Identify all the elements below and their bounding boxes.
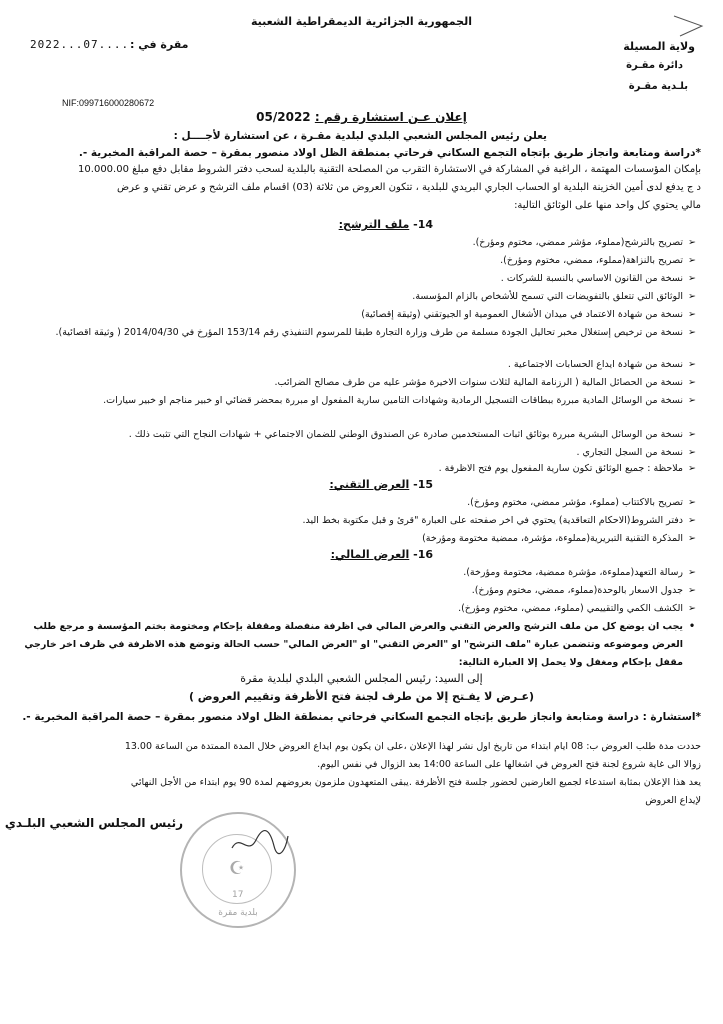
check-arrow-icon: ➢ [688,447,696,458]
wilaya-label: ولاية المسيلة [623,40,695,53]
financial-item: ➢ رسالة التعهد(مملوءة، مؤشرة ممضية، مختومة ومؤرخة). [21,566,701,579]
check-arrow-icon: ➢ [688,237,696,248]
candidacy-item: ➢ نسخة من الوسائل البشرية مبررة بوثائق اثبات المستخدمين صادرة عن الصندوق الوطني للضمان الاجتماعي + شهادات النجاح التي تثبت ذلك . [21,428,701,441]
announcement-title [0,110,723,124]
check-arrow-icon: ➢ [688,255,696,266]
envelope-note-line-1: • يجب ان يوضع كل من ملف الترشح والعرض التقني والعرض المالي في اظرفة منفصلة ومقفلة بإحكام ومختومة بختم المؤسسة و مرجع طلب [21,620,701,633]
check-arrow-icon: ➢ [688,327,696,338]
technical-item: ➢ دفتر الشروط(الاحكام التعاقدية) يحتوي في اخر صفحته على العبارة "قرئ و قبل مكتوبة بخط اليد. [21,514,701,527]
date-handwritten: 2022...07...... [30,38,145,51]
section-financial-heading [331,548,433,561]
project-description: *دراسة ومتابعة وانجاز طريق بإتجاه التجمع السكاني فرحاتي بمنطقة الظل اولاد منصور بمقرة – حصة المراقبة المخبرية -. [78,147,701,159]
candidacy-item: ➢ نسخة من ترخيص إستغلال مخبر تحاليل الجودة مسلمة من طرف وزارة التجارة طبقا للمرسوم التنفيذي رقم 153/14 المؤرخ في 2014/04/30 ( وثيقة اقصائية). [21,326,701,339]
bullet-icon: • [688,621,696,632]
check-arrow-icon: ➢ [688,291,696,302]
check-arrow-icon: ➢ [688,567,696,578]
candidacy-item: ➢ تصريح بالترشح(مملوء، مؤشر ممضي، مختوم ومؤرخ). [21,236,701,249]
check-arrow-icon: ➢ [688,429,696,440]
candidacy-item: ➢ الوثائق التي تتعلق بالتفويضات التي تسمح للأشخاص بالزام المؤسسة. [21,290,701,303]
daira-label: دائرة مقـرة [626,60,683,71]
corner-scribble [672,12,708,42]
addressee-line: إلى السيد: رئيس المجلس الشعبي البلدي لبلدية مقرة [240,672,483,685]
announcement-title-text: إعلان عـن استشارة رقم : [314,110,467,124]
envelope-note-line-2: العرض وموضوعه وتتضمن عبارة "ملف الترشح" او "العرض التقني" او "العرض المالي" حسب الحالة وتوضع هذه الاظرفة في ظرف اخر خارجي [24,639,683,650]
check-arrow-icon: ➢ [688,359,696,370]
check-arrow-icon: ➢ [688,273,696,284]
technical-item: ➢ تصريح بالاكتتاب (مملوء، مؤشر ممضي، مختوم ومؤرخ). [21,496,701,509]
candidacy-item: ➢ تصريح بالنزاهة(مملوء، ممضي، مختوم ومؤرخ). [21,254,701,267]
check-arrow-icon: ➢ [688,309,696,320]
republic-header: الجمهورية الجزائرية الديمقراطية الشعبية [251,15,472,28]
section-candidacy-number: 14- [413,218,433,231]
section-financial-title: العرض المالي: [330,548,410,561]
announcement-number: 05/2022 [256,110,311,124]
do-not-open-line: (عـرض لا يفـتح إلا من طرف لجنة فتح الأظرفة وتقييم العروض ) [188,690,535,703]
candidacy-item: ➢ نسخة من الحصائل المالية ( الرزنامة المالية لثلاث سنوات الاخيرة مؤشر عليه من طرف مصالح الضرائب. [21,376,701,389]
financial-item: ➢ جدول الاسعار بالوحدة(مملوء، ممضي، مختوم ومؤرخ). [21,584,701,597]
financial-item: ➢ الكشف الكمي والتقييمي (مملوء، ممضي، مختوم ومؤرخ). [21,602,701,615]
closing-line-4: لإيداع العروض [645,795,701,806]
check-arrow-icon: ➢ [688,533,696,544]
signature-scribble [230,828,290,858]
stamp-number: 17 [232,890,244,900]
candidacy-item: ➢ نسخة من الوسائل المادية مبررة ببطاقات التسجيل الرمادية وشهادات التامين سارية المفعول او مبررة بمحضر قضائي او خبير مناجم او خبير سيارات. [21,394,701,407]
candidacy-item: ➢ نسخة من شهادة ايداع الحسابات الاجتماعية . [21,358,701,371]
section-candidacy-heading [339,218,433,231]
check-arrow-icon: ➢ [688,463,696,474]
section-financial-number: 16- [413,548,433,561]
stamp-text: بلدية مقرة [218,908,258,918]
check-arrow-icon: ➢ [688,585,696,596]
nif-number: NIF:099716000280672 [62,98,155,108]
closing-line-1: حددت مدة طلب العروض ب: 08 ايام ابتداء من تاريخ اول نشر لهذا الإعلان ،على ان يكون يوم ايداع العروض خلال المدة الممتدة من الساعة 13.00 [124,741,701,752]
check-arrow-icon: ➢ [688,603,696,614]
closing-line-3: يعد هذا الإعلان بمثابة استدعاء لجميع العارضين لحضور جلسة فتح الأظرفة .يبقى المتعهدون ملزمون بعروضهم لمدة 90 يوم ابتداء من الأجل النهائي [130,777,701,788]
intro-line-2: د ج يدفع لدى أمين الخزينة البلدية او الحساب الجاري البريدي للبلدية ، تتكون العروض من ثلاثة (03) اقسام ملف الترشح و عرض تقني و عرض [117,182,701,193]
section-technical-heading [329,478,433,491]
candidacy-item: ➢ نسخة من القانون الاساسي بالنسبة للشركات . [21,272,701,285]
closing-line-2: زوالا الى غاية شروع لجنة فتح العروض في اشغالها على الساعة 14:00 بعد الزوال في نفس اليوم. [317,759,701,770]
check-arrow-icon: ➢ [688,515,696,526]
section-technical-title: العرض التقني: [329,478,410,491]
baladia-label: بلـدية مقـرة [628,81,688,92]
crescent-star-icon: ☪ [228,858,246,879]
signature-title: رئيس المجلس الشعبي البلـدي [4,816,183,830]
check-arrow-icon: ➢ [688,395,696,406]
check-arrow-icon: ➢ [688,377,696,388]
consultation-line: *استشارة : دراسة ومتابعة وانجاز طريق بإتجاه التجمع السكاني فرحاتي بمنطقة الظل اولاد منصور بمقرة – حصة المراقبة المخبرية -. [22,711,701,723]
section-candidacy-title: ملف الترشح: [338,218,410,231]
candidacy-note: ➢ ملاحظة : جميع الوثائق تكون سارية المفعول يوم فتح الاظرفة . [21,462,701,475]
announce-line: يعلن رئيس المجلس الشعبي البلدي لبلدية مقـرة ، عن استشارة لأجــــل : [173,130,547,142]
envelope-note-line-3: مقفل بإحكام ومغفل ولا يحمل إلا العبارة التالية: [458,657,683,668]
place-label: مقرة في : [130,38,189,51]
candidacy-item: ➢ نسخة من شهادة الاعتماد في ميدان الأشغال العمومية او الجيوتقني (وثيقة إقصائية) [21,308,701,321]
intro-line-1: بإمكان المؤسسات المهتمة ، الراغبة في المشاركة في الاستشارة التقرب من المصلحة التقنية بالبلدية لسحب دفتر الشروط مقابل دفع مبلغ 10.000.00 [78,164,701,175]
section-technical-number: 15- [413,478,433,491]
technical-item: ➢ المذكرة التقنية التبريرية(مملوءة، مؤشرة، ممضية مختومة ومؤرخة) [21,532,701,545]
intro-line-3: مالي يحتوي كل واحد منها على الوثائق التالية: [514,200,701,211]
check-arrow-icon: ➢ [688,497,696,508]
candidacy-item: ➢ نسخة من السجل التجاري . [21,446,701,459]
